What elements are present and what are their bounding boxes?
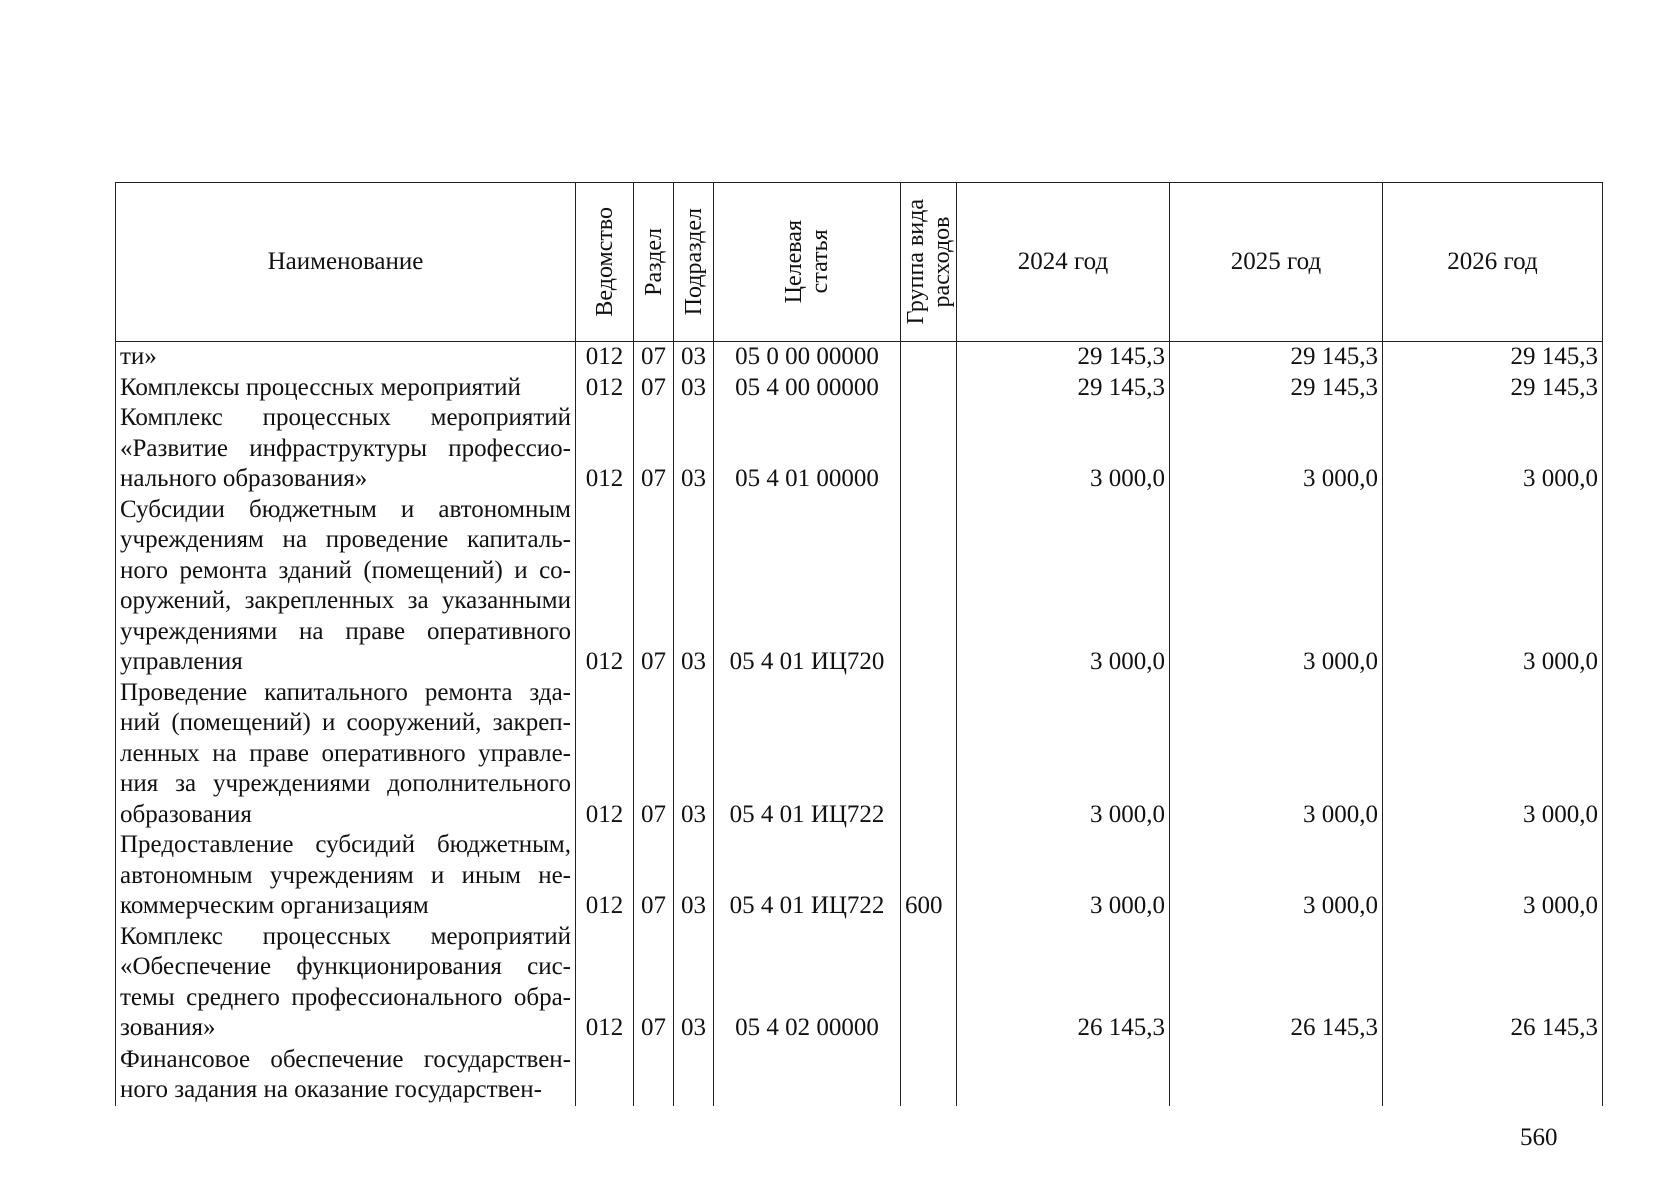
row-2026: 26 145,3 bbox=[1383, 922, 1603, 1044]
row-podrazdel: 03 bbox=[674, 678, 714, 831]
row-podrazdel: 03 bbox=[674, 342, 714, 373]
row-gruppa bbox=[901, 678, 957, 831]
table-row bbox=[116, 342, 1603, 373]
row-podrazdel: 03 bbox=[674, 495, 714, 678]
row-gruppa bbox=[901, 403, 957, 495]
row-name: Субсидии бюджетным и автономным учреждениям на проведение капиталь-ного ремонта зданий (помещений) и со-оружений, закрепленных за указанными учреждениями на праве оперативного управления bbox=[116, 495, 576, 678]
row-2025: 3 000,0 bbox=[1170, 678, 1383, 831]
budget-table bbox=[115, 182, 1603, 1106]
row-gruppa bbox=[901, 342, 957, 373]
budget-table-wrapper bbox=[115, 182, 1602, 1106]
row-celevaya-statya: 05 4 01 ИЦ720 bbox=[714, 495, 901, 678]
header-2026: 2026 год bbox=[1383, 183, 1603, 342]
row-name: Финансовое обеспечение государствен-ного задания на оказание государствен- bbox=[116, 1044, 576, 1106]
row-celevaya-statya: 05 0 00 00000 bbox=[714, 342, 901, 373]
row-2024: 3 000,0 bbox=[957, 495, 1170, 678]
row-vedomstvo: 012 bbox=[576, 678, 634, 831]
row-2024: 3 000,0 bbox=[957, 403, 1170, 495]
header-name: Наименование bbox=[116, 183, 576, 342]
row-2025: 29 145,3 bbox=[1170, 373, 1383, 404]
row-2024 bbox=[957, 1044, 1170, 1106]
row-razdel: 07 bbox=[634, 678, 674, 831]
row-name: Комплексы процессных мероприятий bbox=[116, 373, 576, 404]
header-2025: 2025 год bbox=[1170, 183, 1383, 342]
row-gruppa: 600 bbox=[901, 830, 957, 922]
row-name: Комплекс процессных мероприятий «Обеспечение функционирования сис-темы среднего профессионального обра-зования» bbox=[116, 922, 576, 1044]
row-2025: 29 145,3 bbox=[1170, 342, 1383, 373]
header-2024: 2024 год bbox=[957, 183, 1170, 342]
header-razdel: Раздел bbox=[634, 183, 674, 342]
row-razdel: 07 bbox=[634, 830, 674, 922]
row-2026: 29 145,3 bbox=[1383, 373, 1603, 404]
row-podrazdel: 03 bbox=[674, 922, 714, 1044]
table-row bbox=[116, 1044, 1603, 1106]
row-razdel: 07 bbox=[634, 922, 674, 1044]
row-2026: 3 000,0 bbox=[1383, 495, 1603, 678]
table-row bbox=[116, 830, 1603, 922]
row-name: ти» bbox=[116, 342, 576, 373]
row-2026: 3 000,0 bbox=[1383, 678, 1603, 831]
row-celevaya-statya bbox=[714, 1044, 901, 1106]
row-vedomstvo: 012 bbox=[576, 403, 634, 495]
row-2026: 29 145,3 bbox=[1383, 342, 1603, 373]
row-celevaya-statya: 05 4 01 ИЦ722 bbox=[714, 678, 901, 831]
row-name: Проведение капитального ремонта зда-ний (помещений) и сооружений, закреп-ленных на праве оперативного управле-ния за учреждениями дополнительного образования bbox=[116, 678, 576, 831]
row-2024: 3 000,0 bbox=[957, 830, 1170, 922]
row-vedomstvo: 012 bbox=[576, 830, 634, 922]
row-podrazdel: 03 bbox=[674, 830, 714, 922]
row-celevaya-statya: 05 4 01 00000 bbox=[714, 403, 901, 495]
row-2024: 3 000,0 bbox=[957, 678, 1170, 831]
row-celevaya-statya: 05 4 02 00000 bbox=[714, 922, 901, 1044]
row-razdel: 07 bbox=[634, 373, 674, 404]
row-podrazdel: 03 bbox=[674, 373, 714, 404]
row-gruppa bbox=[901, 495, 957, 678]
row-2024: 29 145,3 bbox=[957, 373, 1170, 404]
row-2026: 3 000,0 bbox=[1383, 830, 1603, 922]
row-gruppa bbox=[901, 373, 957, 404]
row-2026: 3 000,0 bbox=[1383, 403, 1603, 495]
table-row bbox=[116, 922, 1603, 1044]
row-name: Комплекс процессных мероприятий «Развитие инфраструктуры профессио-нального образования» bbox=[116, 403, 576, 495]
row-vedomstvo bbox=[576, 1044, 634, 1106]
header-celevaya-statya: Целевая статья bbox=[714, 183, 901, 342]
header-gruppa-vida-rashodov: Группа вида расходов bbox=[901, 183, 957, 342]
page-number: 560 bbox=[1520, 1124, 1558, 1151]
row-vedomstvo: 012 bbox=[576, 373, 634, 404]
row-celevaya-statya: 05 4 00 00000 bbox=[714, 373, 901, 404]
header-vedomstvo: Ведомство bbox=[576, 183, 634, 342]
row-2025: 3 000,0 bbox=[1170, 495, 1383, 678]
table-row bbox=[116, 678, 1603, 831]
row-vedomstvo: 012 bbox=[576, 342, 634, 373]
row-razdel: 07 bbox=[634, 403, 674, 495]
row-gruppa bbox=[901, 1044, 957, 1106]
header-row bbox=[116, 183, 1603, 342]
row-2026 bbox=[1383, 1044, 1603, 1106]
row-razdel: 07 bbox=[634, 495, 674, 678]
row-2024: 29 145,3 bbox=[957, 342, 1170, 373]
row-razdel bbox=[634, 1044, 674, 1106]
row-vedomstvo: 012 bbox=[576, 922, 634, 1044]
row-2025 bbox=[1170, 1044, 1383, 1106]
row-podrazdel: 03 bbox=[674, 403, 714, 495]
row-2025: 3 000,0 bbox=[1170, 403, 1383, 495]
row-gruppa bbox=[901, 922, 957, 1044]
row-razdel: 07 bbox=[634, 342, 674, 373]
table-row bbox=[116, 373, 1603, 404]
table-row bbox=[116, 495, 1603, 678]
row-2024: 26 145,3 bbox=[957, 922, 1170, 1044]
row-2025: 26 145,3 bbox=[1170, 922, 1383, 1044]
row-vedomstvo: 012 bbox=[576, 495, 634, 678]
row-2025: 3 000,0 bbox=[1170, 830, 1383, 922]
row-podrazdel bbox=[674, 1044, 714, 1106]
table-row bbox=[116, 403, 1603, 495]
row-name: Предоставление субсидий бюджетным, автономным учреждениям и иным не-коммерческим организациям bbox=[116, 830, 576, 922]
header-podrazdel: Подраздел bbox=[674, 183, 714, 342]
row-celevaya-statya: 05 4 01 ИЦ722 bbox=[714, 830, 901, 922]
